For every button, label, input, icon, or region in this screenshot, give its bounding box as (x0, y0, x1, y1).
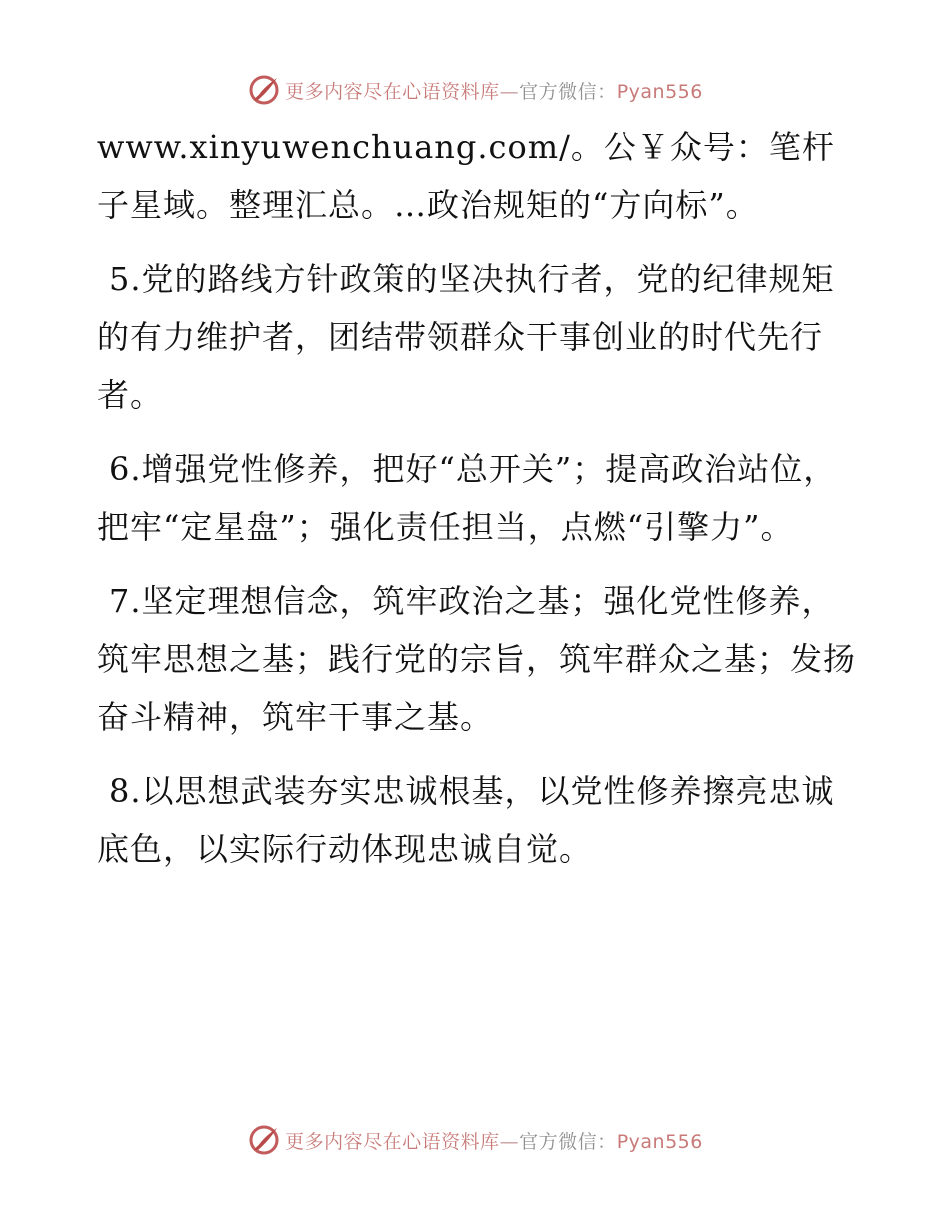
footer-banner (0, 1120, 950, 1160)
paragraph-number: 5. (109, 260, 142, 298)
paragraph-item-8 (97, 762, 857, 878)
banner-wechat-label: 官方微信： (519, 1130, 617, 1153)
paragraph-text: www.xinyuwenchuang.com/。公￥众号：笔杆子星域。整理汇总。…政治规矩的“方向标”。 (97, 128, 835, 224)
banner-wechat-id: Pyan556 (616, 1130, 703, 1153)
banner-text (285, 77, 703, 104)
paragraph-number: 6. (109, 450, 142, 488)
paragraph-number: 7. (109, 582, 142, 620)
quill-logo-icon (247, 73, 281, 107)
quill-logo-icon (247, 1123, 281, 1157)
banner-wechat-label: 官方微信： (519, 80, 617, 103)
paragraph-text: 党的路线方针政策的坚决执行者，党的纪律规矩的有力维护者，团结带领群众干事创业的时代先行者。 (97, 260, 835, 414)
paragraph-item-7 (97, 572, 857, 746)
paragraph-text: 以思想武装夯实忠诚根基，以党性修养擦亮忠诚底色，以实际行动体现忠诚自觉。 (97, 772, 835, 868)
paragraph-item-6 (97, 440, 857, 556)
banner-text (285, 1127, 703, 1154)
paragraph-continuation (97, 118, 857, 234)
banner-main-text: 更多内容尽在心语资料库 (285, 1130, 500, 1153)
banner-wechat-id: Pyan556 (616, 80, 703, 103)
paragraph-item-5 (97, 250, 857, 424)
paragraph-text: 增强党性修养，把好“总开关”；提高政治站位，把牢“定星盘”；强化责任担当，点燃“引擎力”。 (97, 450, 837, 546)
banner-dash: — (499, 80, 520, 103)
banner-dash: — (499, 1130, 520, 1153)
document-body (97, 118, 857, 894)
paragraph-text: 坚定理想信念，筑牢政治之基；强化党性修养，筑牢思想之基；践行党的宗旨，筑牢群众之基；发扬奋斗精神，筑牢干事之基。 (97, 582, 857, 736)
banner-main-text: 更多内容尽在心语资料库 (285, 80, 500, 103)
header-banner (0, 70, 950, 110)
paragraph-number: 8. (109, 772, 142, 810)
